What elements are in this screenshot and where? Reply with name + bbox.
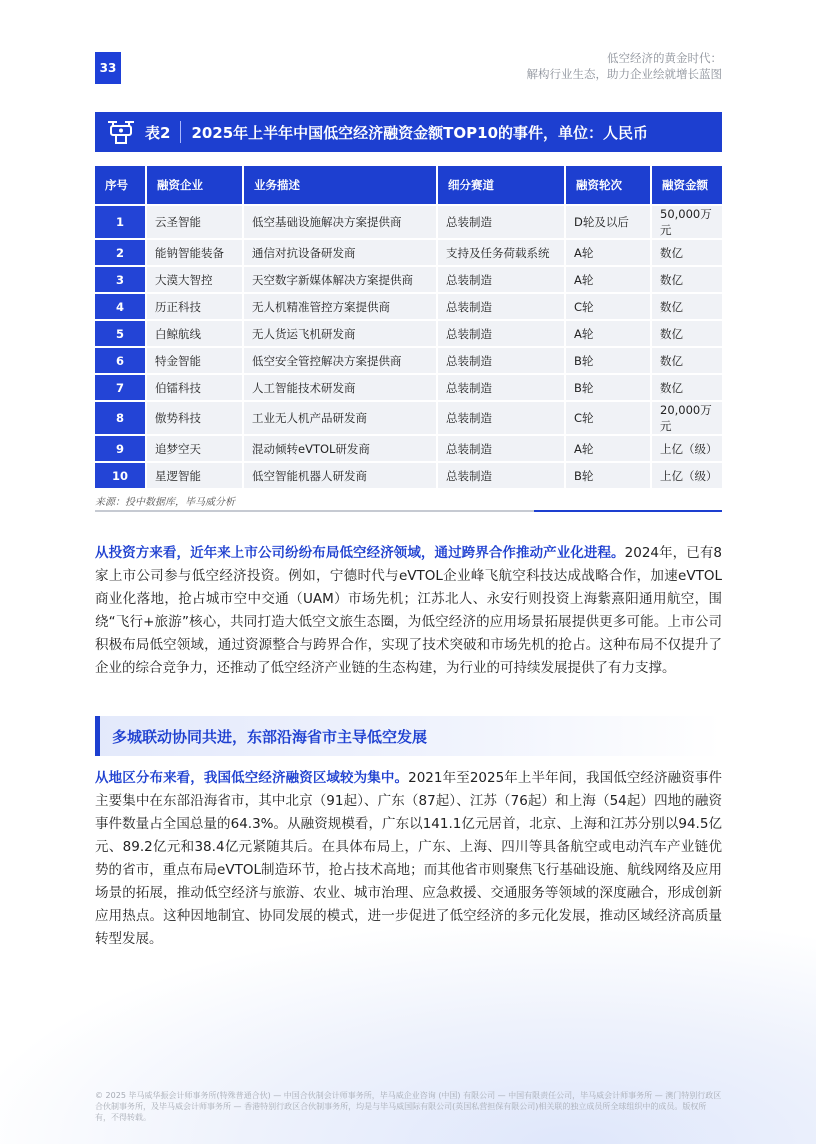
row-index: 2 [95, 239, 146, 266]
table-header-row [95, 166, 722, 205]
table-cell: 白鲸航线 [146, 320, 243, 347]
section-heading [95, 716, 722, 756]
paragraph-investors [95, 542, 722, 680]
copyright-footer: © 2025 毕马威华振会计师事务所(特殊普通合伙) — 中国合伙制会计师事务所，毕马威企业咨询 (中国) 有限公司 — 中国有限责任公司，毕马威会计师事务所 — 澳门特别行政区合伙制事务所，及毕马威会计师事务所 — 香港特别行政区合伙制事务所，均是与毕马威国际有限公司(英国私营担保有限公司)相关联的独立成员所全球组织中的成员。版权所有，不得转载。 [95, 1091, 722, 1122]
table-cell: 上亿（级） [651, 435, 722, 462]
banner-divider [180, 121, 181, 143]
table-cell: 无人货运飞机研发商 [243, 320, 437, 347]
table-cell: 数亿 [651, 320, 722, 347]
running-header [527, 50, 723, 82]
table-row [95, 320, 722, 347]
table-cell: 云圣智能 [146, 205, 243, 239]
table-cell: 追梦空天 [146, 435, 243, 462]
row-index: 6 [95, 347, 146, 374]
table-cell: 混动倾转eVTOL研发商 [243, 435, 437, 462]
column-header: 融资企业 [146, 166, 243, 205]
table-cell: 低空智能机器人研发商 [243, 462, 437, 488]
table-cell: 总装制造 [437, 293, 565, 320]
page-number: 33 [95, 52, 121, 84]
row-index: 5 [95, 320, 146, 347]
heading-accent-bar [95, 716, 100, 756]
table-cell: 无人机精准管控方案提供商 [243, 293, 437, 320]
table-row [95, 347, 722, 374]
table-row [95, 293, 722, 320]
table-cell: 上亿（级） [651, 462, 722, 488]
table-cell: 总装制造 [437, 401, 565, 435]
row-index: 8 [95, 401, 146, 435]
table-cell: 天空数字新媒体解决方案提供商 [243, 266, 437, 293]
source-divider [95, 510, 722, 512]
table-cell: C轮 [565, 293, 651, 320]
table-row [95, 266, 722, 293]
table-cell: 总装制造 [437, 347, 565, 374]
table-cell: 人工智能技术研发商 [243, 374, 437, 401]
table-cell: 20,000万元 [651, 401, 722, 435]
table-cell: 数亿 [651, 347, 722, 374]
table-cell: B轮 [565, 462, 651, 488]
paragraph-regions [95, 767, 722, 951]
drone-icon [105, 116, 137, 148]
row-index: 4 [95, 293, 146, 320]
funding-table [95, 166, 722, 488]
column-header: 业务描述 [243, 166, 437, 205]
row-index: 10 [95, 462, 146, 488]
table-cell: B轮 [565, 347, 651, 374]
row-index: 1 [95, 205, 146, 239]
table-cell: 总装制造 [437, 462, 565, 488]
table-cell: 总装制造 [437, 266, 565, 293]
table-cell: 总装制造 [437, 205, 565, 239]
table-cell: 低空基础设施解决方案提供商 [243, 205, 437, 239]
table-title: 2025年上半年中国低空经济融资金额TOP10的事件，单位：人民币 [191, 123, 649, 142]
row-index: 3 [95, 266, 146, 293]
table-row [95, 239, 722, 266]
table-cell: 数亿 [651, 266, 722, 293]
table-row [95, 435, 722, 462]
table-cell: 数亿 [651, 374, 722, 401]
paragraph-lead: 从投资方来看，近年来上市公司纷纷布局低空经济领域，通过跨界合作推动产业化进程。 [95, 545, 625, 561]
table-cell: A轮 [565, 435, 651, 462]
table-cell: A轮 [565, 266, 651, 293]
table-cell: B轮 [565, 374, 651, 401]
paragraph-body: 2024年，已有8家上市公司参与低空经济投资。例如，宁德时代与eVTOL企业峰飞航空科技达成战略合作，加速eVTOL商业化落地，抢占城市空中交通（UAM）市场先机；江苏北人、永安行则投资上海紫熹阳通用航空，围绕“飞行+旅游”核心，共同打造大低空文旅生态圈，为低空经济的应用场景拓展提供更多可能。上市公司积极布局低空领域，通过资源整合与跨界合作，实现了技术突破和市场先机的抢占。这种布局不仅提升了企业的综合竞争力，还推动了低空经济产业链的生态构建，为行业的可持续发展提供了有力支撑。 [95, 545, 723, 676]
paragraph-body: 2021年至2025年上半年间，我国低空经济融资事件主要集中在东部沿海省市，其中北京（91起）、广东（87起）、江苏（76起）和上海（54起）四地的融资事件数量占全国总量的64.3%。从融资规模看，广东以141.1亿元居首，北京、上海和江苏分别以94.5亿元、89.2亿元和38.4亿元紧随其后。在具体布局上，广东、上海、四川等具备航空或电动汽车产业链优势的省市，重点布局eVTOL制造环节，抢占技术高地；而其他省市则聚焦飞行基础设施、航线网络及应用场景的拓展，推动低空经济与旅游、农业、城市治理、应急救援、交通服务等领域的深度融合，形成创新应用热点。这种因地制宜、协同发展的模式，进一步促进了低空经济的多元化发展，推动区域经济高质量转型发展。 [95, 770, 723, 947]
paragraph-lead: 从地区分布来看，我国低空经济融资区域较为集中。 [95, 770, 409, 786]
header-title-line1: 低空经济的黄金时代： [607, 51, 722, 65]
table-row [95, 205, 722, 239]
table-cell: 工业无人机产品研发商 [243, 401, 437, 435]
table-cell: 总装制造 [437, 435, 565, 462]
table-cell: 伯镭科技 [146, 374, 243, 401]
table-cell: 数亿 [651, 239, 722, 266]
table-cell: C轮 [565, 401, 651, 435]
table-row [95, 374, 722, 401]
table-cell: 能钠智能装备 [146, 239, 243, 266]
table-cell: 星逻智能 [146, 462, 243, 488]
table-row [95, 462, 722, 488]
column-header: 融资金额 [651, 166, 722, 205]
section-heading-text: 多城联动协同共进，东部沿海省市主导低空发展 [112, 727, 428, 746]
table-cell: A轮 [565, 239, 651, 266]
column-header: 序号 [95, 166, 146, 205]
column-header: 融资轮次 [565, 166, 651, 205]
table-banner [95, 112, 722, 152]
row-index: 9 [95, 435, 146, 462]
table-cell: 数亿 [651, 293, 722, 320]
table-cell: 特金智能 [146, 347, 243, 374]
table-row [95, 401, 722, 435]
table-cell: 通信对抗设备研发商 [243, 239, 437, 266]
table-cell: 总装制造 [437, 320, 565, 347]
table-source: 来源：投中数据库，毕马威分析 [95, 497, 235, 508]
table-cell: 总装制造 [437, 374, 565, 401]
table-cell: A轮 [565, 320, 651, 347]
table-cell: 历正科技 [146, 293, 243, 320]
table-cell: 大漠大智控 [146, 266, 243, 293]
table-cell: D轮及以后 [565, 205, 651, 239]
table-cell: 50,000万元 [651, 205, 722, 239]
header-title-line2: 解构行业生态，助力企业绘就增长蓝图 [526, 67, 722, 81]
column-header: 细分赛道 [437, 166, 565, 205]
row-index: 7 [95, 374, 146, 401]
table-cell: 傲势科技 [146, 401, 243, 435]
table-label: 表2 [145, 123, 171, 142]
table-cell: 低空安全管控解决方案提供商 [243, 347, 437, 374]
table-cell: 支持及任务荷载系统 [437, 239, 565, 266]
